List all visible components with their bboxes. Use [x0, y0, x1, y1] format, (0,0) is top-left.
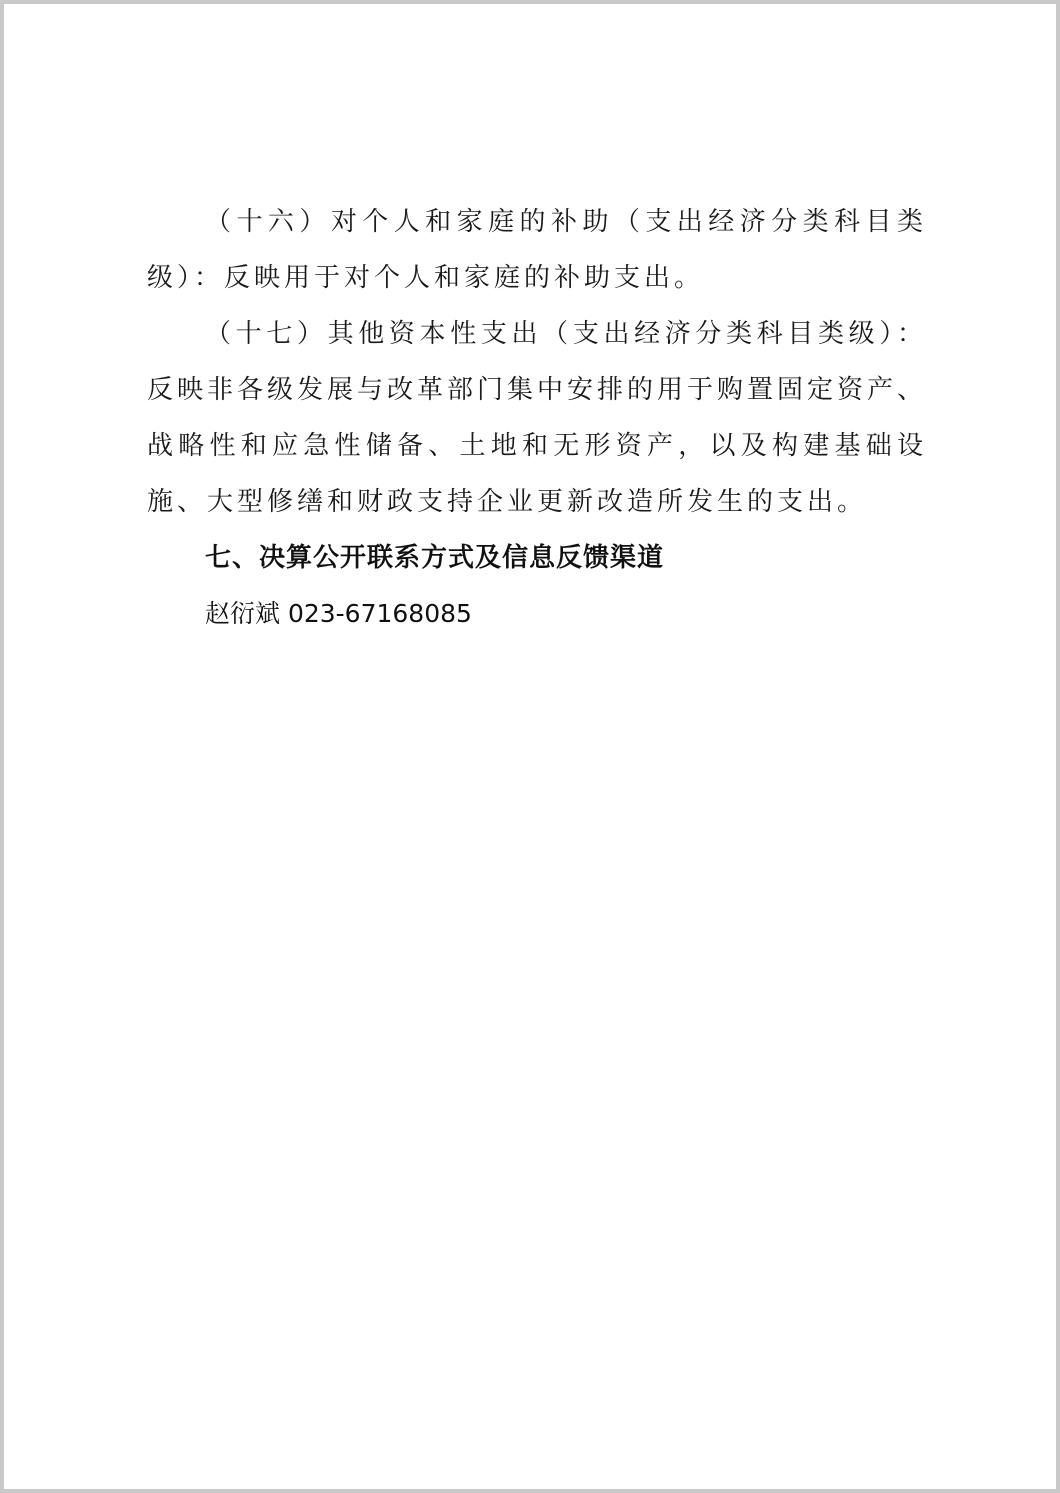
document-body	[147, 194, 927, 642]
paragraph-personal-family-subsidy: （十六）对个人和家庭的补助（支出经济分类科目类级）：反映用于对个人和家庭的补助支出。	[147, 207, 927, 293]
contact-info: 赵衍斌 023-67168085	[205, 599, 472, 628]
section-heading-contact: 七、决算公开联系方式及信息反馈渠道	[205, 543, 665, 573]
paragraph-other-capital-expenditure: （十七）其他资本性支出（支出经济分类科目类级）：反映非各级发展与改革部门集中安排的用于购置固定资产、战略性和应急性储备、土地和无形资产，以及构建基础设施、大型修缮和财政支持企业更新改造所发生的支出。	[147, 319, 928, 517]
